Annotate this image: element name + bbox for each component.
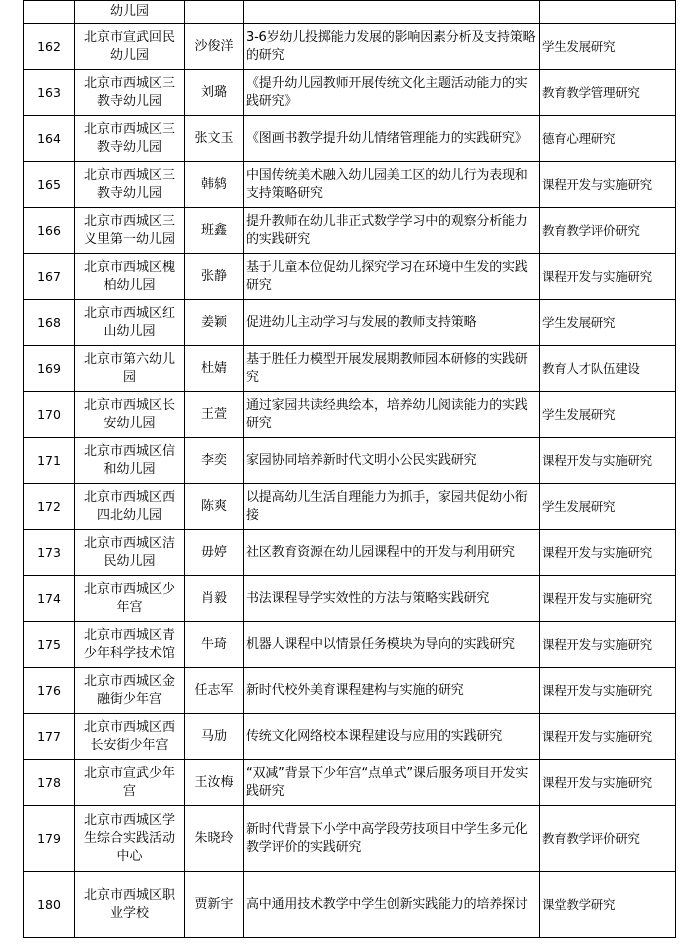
table-row <box>24 872 676 938</box>
table-row <box>24 70 676 116</box>
project-number: 174 <box>24 576 75 622</box>
table-row <box>24 392 676 438</box>
project-number: 167 <box>24 254 75 300</box>
research-category: 德育心理研究 <box>540 116 676 162</box>
organization-name: 北京市西城区红山幼儿园 <box>75 300 185 346</box>
project-title: 促进幼儿主动学习与发展的教师支持策略 <box>244 300 540 346</box>
project-title: 书法课程导学实效性的方法与策略实践研究 <box>244 576 540 622</box>
research-category: 课堂教学研究 <box>540 872 676 938</box>
research-category: 学生发展研究 <box>540 392 676 438</box>
researcher-name: 张文玉 <box>185 116 244 162</box>
organization-name: 北京市宣武少年宫 <box>75 760 185 806</box>
project-title: 提升教师在幼儿非正式数学学习中的观察分析能力的实践研究 <box>244 208 540 254</box>
organization-name: 北京市宣武回民幼儿园 <box>75 24 185 70</box>
researcher-name: 贾新宇 <box>185 872 244 938</box>
project-number: 170 <box>24 392 75 438</box>
organization-name: 北京市西城区槐柏幼儿园 <box>75 254 185 300</box>
researcher-name <box>185 1 244 24</box>
researcher-name: 牛琦 <box>185 622 244 668</box>
project-title <box>244 1 540 24</box>
organization-name: 北京市第六幼儿园 <box>75 346 185 392</box>
research-category: 课程开发与实施研究 <box>540 438 676 484</box>
organization-name: 北京市西城区西长安街少年宫 <box>75 714 185 760</box>
table-row <box>24 254 676 300</box>
organization-name: 幼儿园 <box>75 1 185 24</box>
project-title: 新时代校外美育课程建构与实施的研究 <box>244 668 540 714</box>
table-row <box>24 668 676 714</box>
researcher-name: 刘璐 <box>185 70 244 116</box>
organization-name: 北京市西城区三义里第一幼儿园 <box>75 208 185 254</box>
table-row <box>24 208 676 254</box>
project-number: 177 <box>24 714 75 760</box>
organization-name: 北京市西城区洁民幼儿园 <box>75 530 185 576</box>
researcher-name: 陈爽 <box>185 484 244 530</box>
researcher-name: 王萱 <box>185 392 244 438</box>
research-category: 课程开发与实施研究 <box>540 530 676 576</box>
researcher-name: 肖毅 <box>185 576 244 622</box>
project-title: 高中通用技术教学中学生创新实践能力的培养探讨 <box>244 872 540 938</box>
research-category: 课程开发与实施研究 <box>540 622 676 668</box>
project-title: “双减”背景下少年宫“点单式”课后服务项目开发实践研究 <box>244 760 540 806</box>
table-row <box>24 116 676 162</box>
research-category: 学生发展研究 <box>540 484 676 530</box>
table-row <box>24 438 676 484</box>
table-row <box>24 714 676 760</box>
project-title: 机器人课程中以情景任务模块为导向的实践研究 <box>244 622 540 668</box>
project-list-document <box>23 0 675 938</box>
researcher-name: 姜颖 <box>185 300 244 346</box>
project-number: 172 <box>24 484 75 530</box>
researcher-name: 韩鸫 <box>185 162 244 208</box>
research-category: 教育教学管理研究 <box>540 70 676 116</box>
research-category: 教育教学评价研究 <box>540 806 676 872</box>
research-category: 课程开发与实施研究 <box>540 760 676 806</box>
organization-name: 北京市西城区长安幼儿园 <box>75 392 185 438</box>
table-row <box>24 576 676 622</box>
researcher-name: 张静 <box>185 254 244 300</box>
project-number: 165 <box>24 162 75 208</box>
project-number: 163 <box>24 70 75 116</box>
table-row <box>24 300 676 346</box>
research-category: 课程开发与实施研究 <box>540 162 676 208</box>
project-number: 180 <box>24 872 75 938</box>
project-title: 《图画书教学提升幼儿情绪管理能力的实践研究》 <box>244 116 540 162</box>
table-row <box>24 760 676 806</box>
research-category: 学生发展研究 <box>540 300 676 346</box>
researcher-name: 杜婧 <box>185 346 244 392</box>
organization-name: 北京市西城区学生综合实践活动中心 <box>75 806 185 872</box>
project-number: 175 <box>24 622 75 668</box>
researcher-name: 朱晓玲 <box>185 806 244 872</box>
researcher-name: 马劢 <box>185 714 244 760</box>
research-category: 教育人才队伍建设 <box>540 346 676 392</box>
organization-name: 北京市西城区信和幼儿园 <box>75 438 185 484</box>
table-row <box>24 484 676 530</box>
project-number: 169 <box>24 346 75 392</box>
project-title: 新时代背景下小学中高学段劳技项目中学生多元化教学评价的实践研究 <box>244 806 540 872</box>
project-number: 166 <box>24 208 75 254</box>
project-number: 173 <box>24 530 75 576</box>
project-table <box>23 0 676 938</box>
researcher-name: 李奕 <box>185 438 244 484</box>
project-number: 168 <box>24 300 75 346</box>
researcher-name: 班鑫 <box>185 208 244 254</box>
project-number: 176 <box>24 668 75 714</box>
table-row <box>24 1 676 24</box>
project-title: 家园协同培养新时代文明小公民实践研究 <box>244 438 540 484</box>
project-title: 传统文化网络校本课程建设与应用的实践研究 <box>244 714 540 760</box>
research-category: 课程开发与实施研究 <box>540 576 676 622</box>
project-title: 社区教育资源在幼儿园课程中的开发与利用研究 <box>244 530 540 576</box>
project-title: 以提高幼儿生活自理能力为抓手，家园共促幼小衔接 <box>244 484 540 530</box>
project-number <box>24 1 75 24</box>
table-row <box>24 162 676 208</box>
researcher-name: 王汝梅 <box>185 760 244 806</box>
research-category: 教育教学评价研究 <box>540 208 676 254</box>
table-row <box>24 622 676 668</box>
project-number: 179 <box>24 806 75 872</box>
project-title: 《提升幼儿园教师开展传统文化主题活动能力的实践研究》 <box>244 70 540 116</box>
research-category: 学生发展研究 <box>540 24 676 70</box>
research-category: 课程开发与实施研究 <box>540 254 676 300</box>
table-row <box>24 346 676 392</box>
organization-name: 北京市西城区青少年科学技术馆 <box>75 622 185 668</box>
researcher-name: 任志军 <box>185 668 244 714</box>
project-number: 164 <box>24 116 75 162</box>
project-title: 3-6岁幼儿投掷能力发展的影响因素分析及支持策略的研究 <box>244 24 540 70</box>
table-row <box>24 806 676 872</box>
project-number: 162 <box>24 24 75 70</box>
project-table-body <box>24 1 676 938</box>
project-title: 通过家园共读经典绘本，培养幼儿阅读能力的实践研究 <box>244 392 540 438</box>
table-row <box>24 24 676 70</box>
project-number: 178 <box>24 760 75 806</box>
organization-name: 北京市西城区西四北幼儿园 <box>75 484 185 530</box>
table-row <box>24 530 676 576</box>
research-category <box>540 1 676 24</box>
organization-name: 北京市西城区三教寺幼儿园 <box>75 70 185 116</box>
project-number: 171 <box>24 438 75 484</box>
research-category: 课程开发与实施研究 <box>540 714 676 760</box>
project-title: 中国传统美术融入幼儿园美工区的幼儿行为表现和支持策略研究 <box>244 162 540 208</box>
researcher-name: 沙俊洋 <box>185 24 244 70</box>
organization-name: 北京市西城区少年宫 <box>75 576 185 622</box>
researcher-name: 毋婷 <box>185 530 244 576</box>
project-title: 基于儿童本位促幼儿探究学习在环境中生发的实践研究 <box>244 254 540 300</box>
project-title: 基于胜任力模型开展发展期教师园本研修的实践研究 <box>244 346 540 392</box>
research-category: 课程开发与实施研究 <box>540 668 676 714</box>
organization-name: 北京市西城区三教寺幼儿园 <box>75 116 185 162</box>
organization-name: 北京市西城区三教寺幼儿园 <box>75 162 185 208</box>
organization-name: 北京市西城区金融街少年宫 <box>75 668 185 714</box>
organization-name: 北京市西城区职业学校 <box>75 872 185 938</box>
